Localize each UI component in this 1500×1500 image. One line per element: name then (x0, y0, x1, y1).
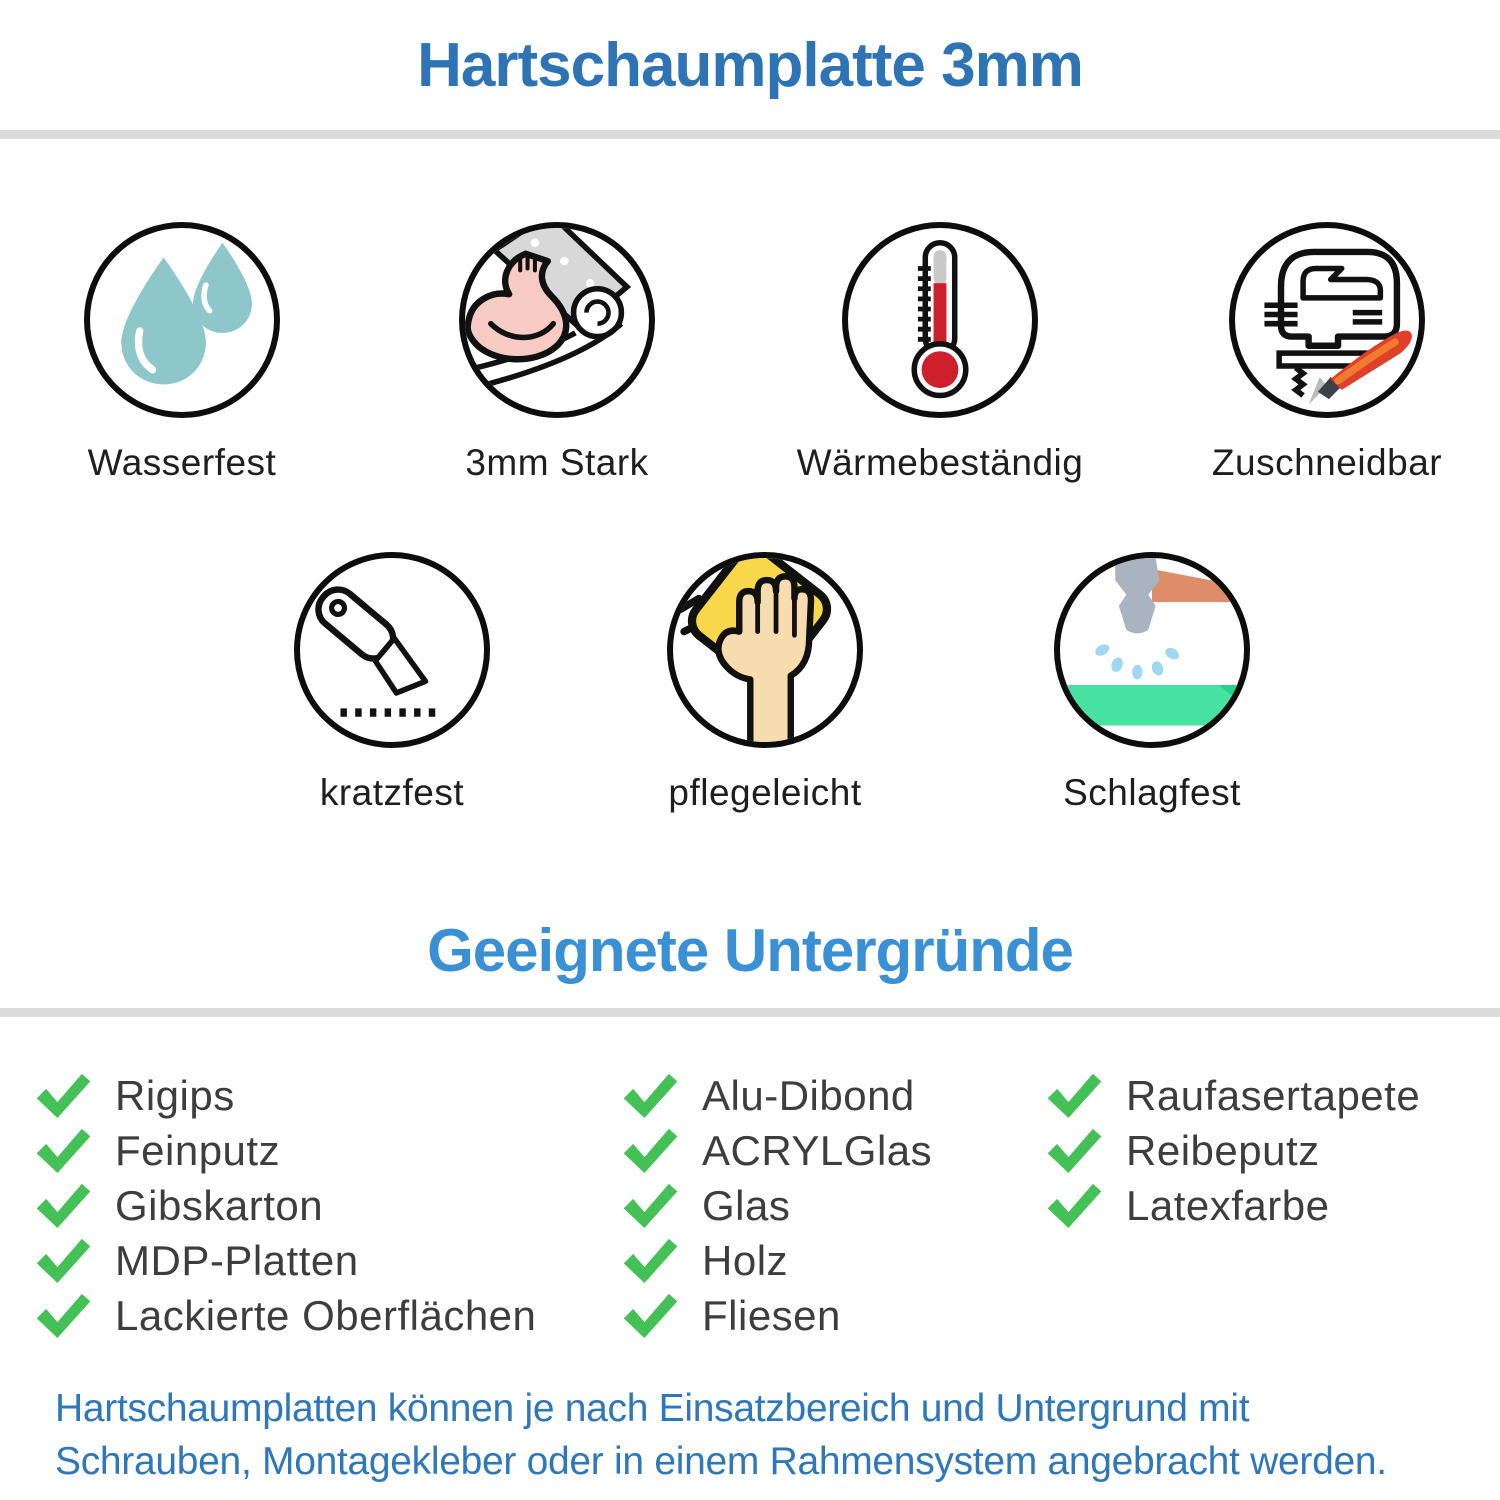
feature-circle (1229, 222, 1425, 418)
check-icon (35, 1237, 93, 1284)
list-item (35, 1178, 536, 1233)
feature-circle (459, 222, 655, 418)
check-icon (1046, 1072, 1104, 1119)
check-icon (622, 1127, 680, 1174)
feature-pflegeleicht (605, 552, 925, 814)
divider-middle (0, 1008, 1500, 1017)
list-item (1046, 1068, 1420, 1123)
substrate-label: Lackierte Oberflächen (115, 1291, 537, 1339)
check-icon (35, 1072, 93, 1119)
list-item (622, 1288, 932, 1343)
feature-circle (667, 552, 863, 748)
substrates-column-2 (622, 1068, 932, 1343)
feature-label: pflegeleicht (668, 772, 862, 813)
substrate-label: Reibeputz (1126, 1126, 1320, 1174)
substrate-label: ACRYLGlas (702, 1126, 933, 1174)
list-item (622, 1068, 932, 1123)
list-item (1046, 1178, 1420, 1233)
feature-label: kratzfest (319, 772, 465, 813)
substrate-label: Gibskarton (115, 1181, 324, 1229)
feature-circle (842, 222, 1038, 418)
substrate-label: Latexfarbe (1126, 1181, 1330, 1229)
check-icon (622, 1072, 680, 1119)
list-item (35, 1123, 536, 1178)
feature-label: 3mm Stark (465, 442, 649, 483)
check-icon (35, 1292, 93, 1339)
substrate-label: Fliesen (702, 1291, 841, 1339)
substrate-label: Rigips (115, 1071, 235, 1119)
list-item (622, 1178, 932, 1233)
feature-label: Zuschneidbar (1211, 442, 1443, 483)
footer-note (55, 1382, 1455, 1488)
cutter-knife-icon (300, 558, 484, 742)
feature-label: Schlagfest (1063, 772, 1241, 813)
list-item (35, 1068, 536, 1123)
substrates-column-1 (35, 1068, 536, 1343)
feature-wasserfest (22, 222, 342, 484)
list-item (1046, 1123, 1420, 1178)
substrate-label: Glas (702, 1181, 791, 1229)
check-icon (622, 1237, 680, 1284)
footer-line-1: Hartschaumplatten können je nach Einsatzbereich und Untergrund mit (55, 1387, 1250, 1430)
check-icon (622, 1292, 680, 1339)
substrates-column-3 (1046, 1068, 1420, 1233)
feature-zuschneidbar (1167, 222, 1487, 484)
check-icon (1046, 1127, 1104, 1174)
feature-3mm-stark (397, 222, 717, 484)
substrate-label: Raufasertapete (1126, 1071, 1421, 1119)
substrate-label: Feinputz (115, 1126, 281, 1174)
list-item (622, 1233, 932, 1288)
feature-kratzfest (232, 552, 552, 814)
list-item (35, 1233, 536, 1288)
jigsaw-icon (1235, 228, 1419, 412)
page-title: Hartschaumplatte 3mm (417, 31, 1083, 100)
section-title: Geeignete Untergründe (427, 917, 1073, 984)
hammer-icon (1060, 558, 1244, 742)
substrate-label: Alu-Dibond (702, 1071, 915, 1119)
feature-schlagfest (992, 552, 1312, 814)
check-icon (622, 1182, 680, 1229)
water-drops-icon (90, 228, 274, 412)
check-icon (1046, 1182, 1104, 1229)
feature-label: Wärmebeständig (796, 442, 1084, 483)
feature-circle (1054, 552, 1250, 748)
check-icon (35, 1127, 93, 1174)
feature-label: Wasserfest (87, 442, 277, 483)
divider-top (0, 130, 1500, 139)
muscle-arm-icon (465, 228, 649, 412)
substrate-label: Holz (702, 1236, 789, 1284)
substrate-label: MDP-Platten (115, 1236, 359, 1284)
feature-circle (294, 552, 490, 748)
list-item (35, 1288, 536, 1343)
thermometer-icon (848, 228, 1032, 412)
footer-line-2: Schrauben, Montagekleber oder in einem Rahmensystem angebracht werden. (55, 1440, 1387, 1483)
check-icon (35, 1182, 93, 1229)
feature-circle (84, 222, 280, 418)
list-item (622, 1123, 932, 1178)
wipe-hand-icon (673, 558, 857, 742)
feature-waermebestaendig (780, 222, 1100, 484)
